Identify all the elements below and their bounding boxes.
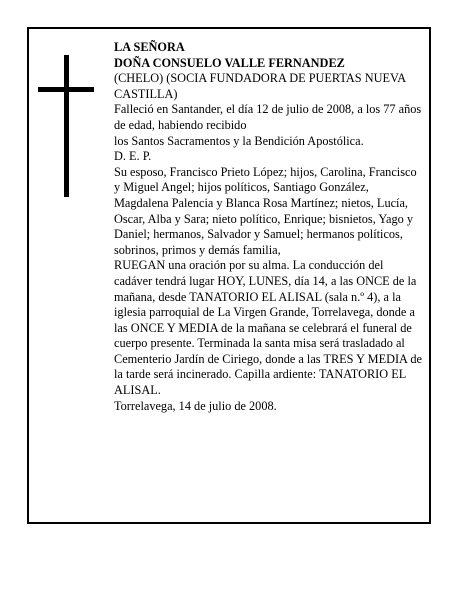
notice-title: LA SEÑORA	[114, 40, 185, 54]
death-announcement: Falleció en Santander, el día 12 de julio de 2008, a los 77 años de edad, habiendo recibido	[114, 102, 422, 132]
funeral-details: RUEGAN una oración por su alma. La conducción del cadáver tendrá lugar HOY, LUNES, día 14, a las ONCE de la mañana, desde TANATORIO EL ALISAL (sala n.º 4), a la iglesia parroquial de La Virgen Grande, Torrelavega, donde a las ONCE Y MEDIA de la mañana se celebrará el funeral de cuerpo presente. Terminada la santa misa será trasladado al Cementerio Jardín de Ciriego, donde a las TRES Y MEDIA de la tarde será incinerado. Capilla ardiente: TANATORIO EL ALISAL.	[114, 258, 422, 398]
sacraments-line: los Santos Sacramentos y la Bendición Apostólica.	[114, 133, 364, 148]
obituary-text	[114, 40, 422, 414]
cross-vertical-bar	[64, 55, 69, 197]
rip-line: D. E. P.	[114, 149, 152, 164]
place-date: Torrelavega, 14 de julio de 2008.	[114, 398, 277, 413]
deceased-name: DOÑA CONSUELO VALLE FERNANDEZ	[114, 55, 345, 70]
deceased-alias: (CHELO) (SOCIA FUNDADORA DE PUERTAS NUEVA CASTILLA)	[114, 71, 406, 101]
cross-horizontal-bar	[38, 87, 94, 92]
family-list: Su esposo, Francisco Prieto López; hijos, Carolina, Francisco y Miguel Angel; hijos políticos, Santiago González, Magdalena Palencia y Blanca Rosa Martínez; nietos, Lucía, Oscar, Alba y Sara; nieto político, Enrique; bisnietos, Yago y Daniel; hermanos, Salvador y Samuel; hermanos políticos, sobrinos, primos y demás familia,	[114, 164, 417, 257]
